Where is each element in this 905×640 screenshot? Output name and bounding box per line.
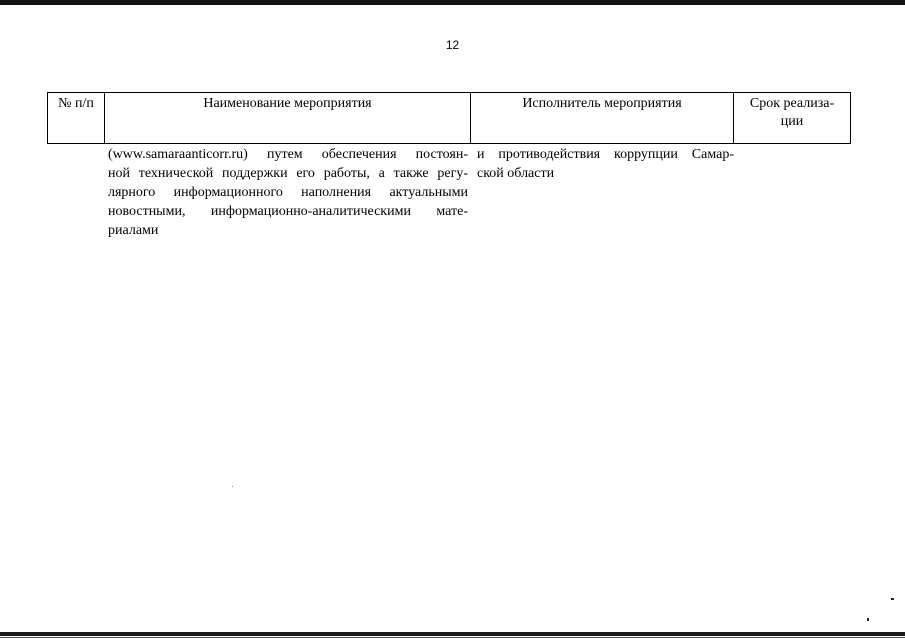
row-name-line: новостными, информационно-аналитическими мате- [108, 204, 468, 219]
scan-border-bottom-thin [0, 637, 905, 638]
header-cell-num: № п/п [48, 93, 105, 144]
row-name-line: риалами [108, 223, 159, 238]
header-cell-name: Наименование мероприятия [105, 93, 471, 144]
scan-speck [891, 598, 894, 600]
row-executor-line: ской области [477, 166, 555, 181]
row-name-line: лярного информационного наполнения актуальными [108, 185, 468, 200]
row-name-line: ной технической поддержки его работы, а также регу- [108, 166, 468, 181]
header-cell-executor: Исполнитель мероприятия [471, 93, 734, 144]
row-name-cell [108, 145, 468, 240]
scan-border-bottom [0, 632, 905, 636]
page-number: 12 [445, 38, 460, 52]
row-executor-line: и противодействия коррупции Самар- [477, 147, 734, 162]
scan-speck [232, 486, 233, 487]
header-row [48, 93, 851, 144]
header-cell-term: Срок реализа- ции [734, 93, 851, 144]
table-header [47, 92, 851, 144]
scan-border-top [0, 0, 905, 5]
row-executor-cell [477, 145, 734, 183]
row-name-line: (www.samaraanticorr.ru) путем обеспечения постоян- [108, 147, 468, 162]
scan-speck [867, 618, 869, 621]
